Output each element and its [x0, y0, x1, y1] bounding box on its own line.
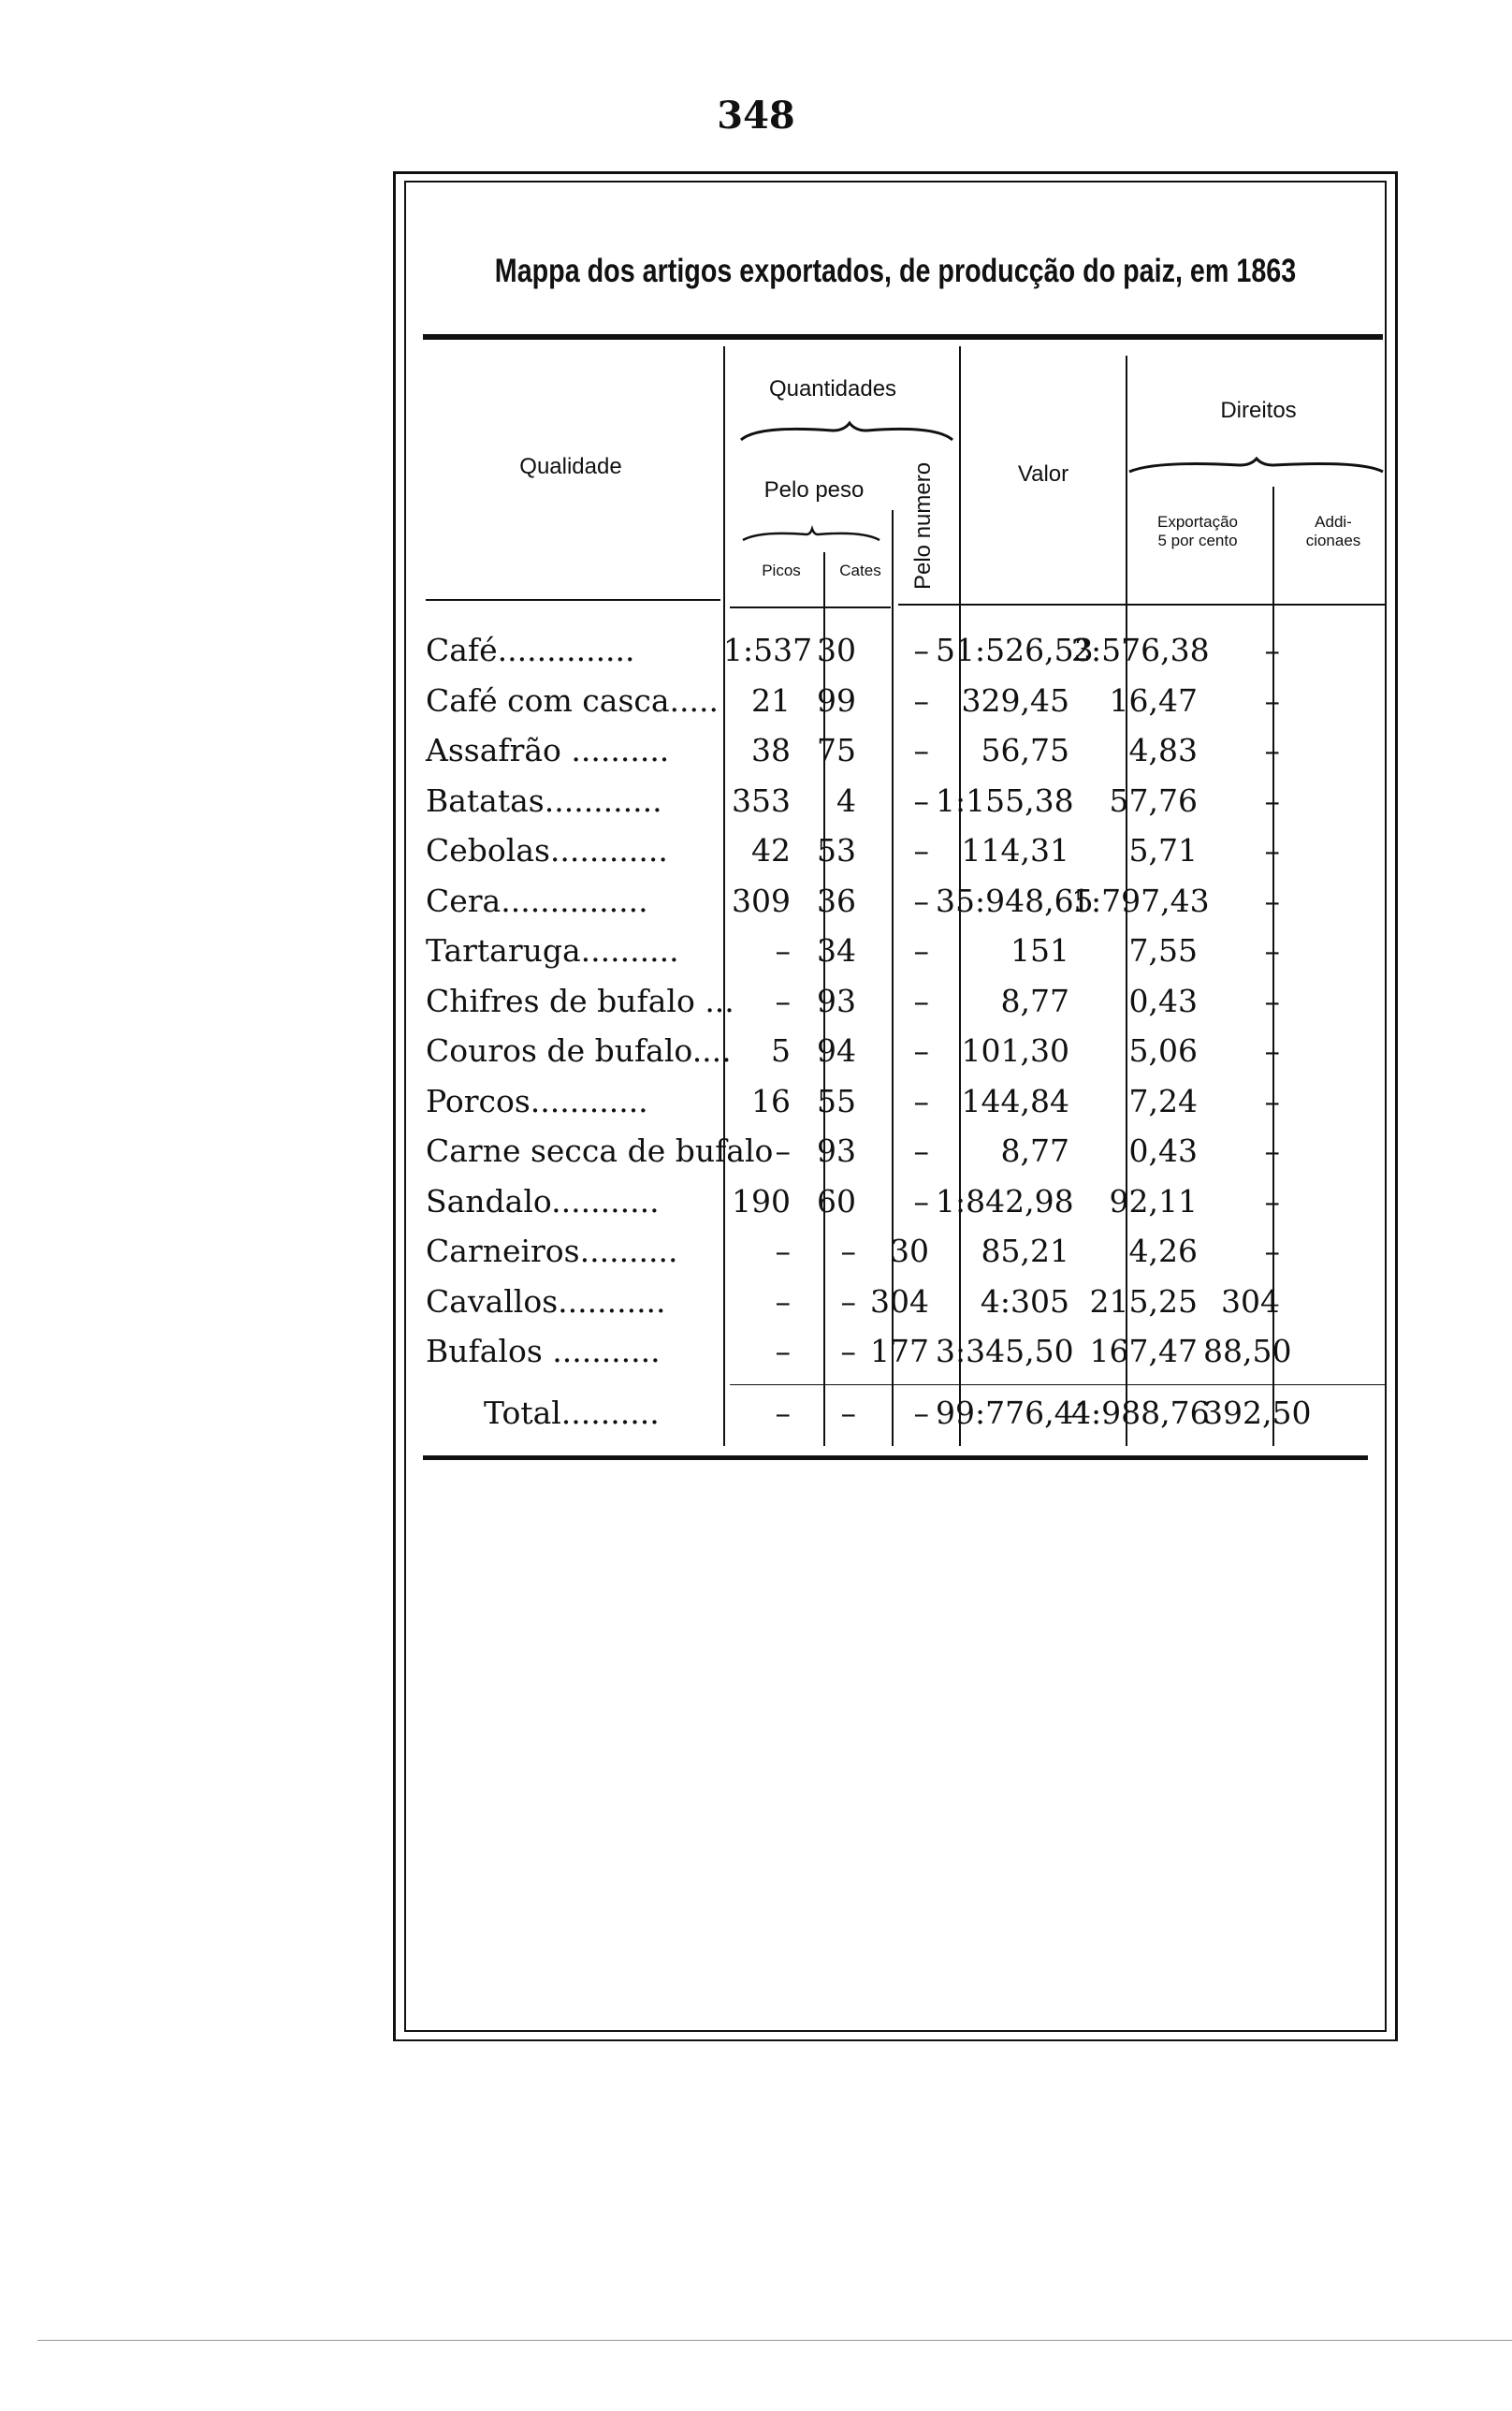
cell-exportacao: 1:797,43: [1071, 882, 1210, 919]
cell-picos: 42: [751, 832, 791, 869]
cell-addicionaes: –: [1264, 832, 1280, 869]
cell-addicionaes: –: [1264, 1032, 1280, 1069]
header-addicionaes: [1282, 513, 1385, 550]
cell-qualidade: Cavallos...........: [426, 1282, 666, 1320]
cell-valor: 56,75: [981, 732, 1069, 768]
cell-qualidade: Sandalo...........: [426, 1182, 660, 1220]
cell-valor: 151: [1010, 932, 1069, 969]
cell-valor: 114,31: [961, 832, 1069, 869]
cell-cates: 55: [817, 1082, 856, 1119]
cell-valor: 8,77: [1000, 1132, 1069, 1169]
header-picos: Picos: [762, 562, 801, 579]
table-bottom-rule: [423, 1455, 1368, 1460]
cell-qualidade: Batatas............: [426, 782, 662, 819]
cell-addicionaes: –: [1264, 1182, 1280, 1220]
total-rule: [730, 1384, 1385, 1385]
table-row: [426, 826, 1389, 875]
table-row: [426, 1076, 1389, 1126]
cell-picos: 353: [732, 782, 791, 819]
table-row: [426, 1226, 1389, 1276]
cell-valor: 85,21: [981, 1233, 1069, 1269]
cell-exportacao: 7,24: [1128, 1082, 1198, 1119]
header-exportacao-line2: 5 por cento: [1157, 532, 1238, 549]
cell-picos: –: [775, 1233, 791, 1269]
total-exportacao: 4:988,76: [1071, 1395, 1210, 1431]
cell-picos: –: [775, 1132, 791, 1169]
cell-cates: 4: [836, 782, 856, 819]
cell-valor: 4:305: [980, 1282, 1069, 1320]
cell-qualidade: Couros de bufalo....: [426, 1032, 732, 1069]
cell-numero: 177: [870, 1333, 929, 1369]
cell-cates: 75: [817, 732, 856, 768]
cell-numero: –: [913, 632, 929, 668]
cell-addicionaes: –: [1264, 982, 1280, 1019]
cell-addicionaes: –: [1264, 732, 1280, 768]
cell-qualidade: Bufalos ...........: [426, 1333, 661, 1369]
cell-numero: –: [913, 882, 929, 919]
cell-cates: –: [840, 1282, 856, 1320]
cell-numero: –: [913, 1032, 929, 1069]
cell-valor: 8,77: [1000, 982, 1069, 1019]
cell-qualidade: Café..............: [426, 632, 635, 668]
table-row: [426, 976, 1389, 1026]
cell-cates: 36: [817, 882, 856, 919]
cell-picos: 21: [751, 681, 791, 719]
cell-addicionaes: –: [1264, 632, 1280, 668]
cell-valor: 1:155,38: [936, 782, 1074, 819]
cell-cates: 53: [817, 832, 856, 869]
cell-exportacao: 167,47: [1089, 1333, 1198, 1369]
cell-addicionaes: –: [1264, 782, 1280, 819]
cell-exportacao: 2:576,38: [1071, 632, 1210, 668]
cell-addicionaes: 88,50: [1203, 1333, 1292, 1369]
title-rule: [423, 334, 1383, 340]
cell-qualidade: Assafrão ..........: [426, 732, 670, 768]
cell-numero: –: [913, 832, 929, 869]
header-rule-picos: [730, 606, 891, 608]
cell-exportacao: 57,76: [1109, 782, 1198, 819]
cell-cates: 99: [817, 681, 856, 719]
header-quantidades: Quantidades: [768, 376, 897, 402]
cell-addicionaes: –: [1264, 932, 1280, 969]
header-addicionaes-line2: cionaes: [1305, 532, 1361, 549]
cell-numero: –: [913, 681, 929, 719]
cell-qualidade: Chifres de bufalo ...: [426, 982, 734, 1019]
header-pelo-peso: Pelo peso: [763, 477, 865, 503]
cell-numero: –: [913, 1082, 929, 1119]
cell-picos: 5: [771, 1032, 791, 1069]
header-addicionaes-line1: Addi-: [1315, 513, 1352, 531]
cell-picos: 309: [732, 882, 791, 919]
cell-valor: 1:842,98: [936, 1182, 1074, 1220]
cell-numero: –: [913, 1182, 929, 1220]
header-rule-right: [898, 604, 1385, 606]
cell-qualidade: Porcos............: [426, 1082, 648, 1119]
table-row: [426, 625, 1389, 675]
total-addicionaes: 392,50: [1203, 1395, 1312, 1431]
cell-picos: –: [775, 982, 791, 1019]
cell-qualidade: Cera...............: [426, 882, 648, 919]
cell-picos: –: [775, 932, 791, 969]
cell-cates: 60: [817, 1182, 856, 1220]
cell-qualidade: Carneiros..........: [426, 1233, 678, 1269]
cell-cates: –: [840, 1333, 856, 1369]
cell-numero: –: [913, 732, 929, 768]
cell-numero: 304: [870, 1282, 929, 1320]
cell-addicionaes: –: [1264, 1233, 1280, 1269]
header-direitos: Direitos: [1220, 398, 1297, 423]
total-row: [426, 1388, 1389, 1438]
cell-qualidade: Tartaruga..........: [426, 932, 679, 969]
cell-cates: 34: [817, 932, 856, 969]
header-qualidade: Qualidade: [519, 454, 622, 479]
cell-qualidade: Carne secca de bufalo: [426, 1132, 774, 1169]
cell-numero: –: [913, 982, 929, 1019]
cell-cates: 30: [817, 632, 856, 668]
cell-valor: 3:345,50: [936, 1333, 1074, 1369]
table-row: [426, 926, 1389, 975]
cell-numero: –: [913, 932, 929, 969]
cell-picos: 38: [751, 732, 791, 768]
cell-addicionaes: 304: [1221, 1282, 1280, 1320]
table-row: [426, 676, 1389, 725]
cell-exportacao: 92,11: [1109, 1182, 1198, 1220]
cell-valor: 51:526,53: [936, 632, 1094, 668]
header-cates: Cates: [839, 562, 881, 579]
total-picos: –: [775, 1395, 791, 1431]
table-row: [426, 1277, 1389, 1326]
cell-addicionaes: –: [1264, 1132, 1280, 1169]
total-cates: –: [840, 1395, 856, 1431]
cell-picos: –: [775, 1282, 791, 1320]
page-number: 348: [717, 94, 795, 138]
cell-valor: 35:948,65: [936, 882, 1094, 919]
header-rule-left: [426, 599, 720, 601]
cell-valor: 144,84: [961, 1082, 1069, 1119]
cell-cates: –: [840, 1233, 856, 1269]
cell-cates: 93: [817, 1132, 856, 1169]
cell-exportacao: 215,25: [1089, 1282, 1198, 1320]
cell-exportacao: 5,06: [1128, 1032, 1198, 1069]
table-row: [426, 1176, 1389, 1226]
cell-addicionaes: –: [1264, 681, 1280, 719]
cell-cates: 93: [817, 982, 856, 1019]
cell-exportacao: 5,71: [1128, 832, 1198, 869]
cell-addicionaes: –: [1264, 1082, 1280, 1119]
header-exportacao: [1123, 513, 1272, 550]
cell-numero: 30: [890, 1233, 929, 1269]
page-bottom-rule: [37, 2340, 1512, 2341]
cell-addicionaes: –: [1264, 882, 1280, 919]
table-row: [426, 876, 1389, 926]
cell-valor: 329,45: [961, 681, 1069, 719]
table-row: [426, 725, 1389, 775]
total-numero: –: [913, 1395, 929, 1431]
table-row: [426, 1326, 1389, 1376]
header-exportacao-line1: Exportação: [1157, 513, 1238, 531]
table-title: Mappa dos artigos exportados, de producção do paiz, em 1863: [494, 253, 1297, 289]
cell-picos: 190: [732, 1182, 791, 1220]
cell-picos: –: [775, 1333, 791, 1369]
cell-exportacao: 4,83: [1128, 732, 1198, 768]
cell-exportacao: 4,26: [1128, 1233, 1198, 1269]
total-valor: 99:776,41: [936, 1395, 1094, 1431]
cell-qualidade: Cebolas............: [426, 832, 668, 869]
quantidades-brace: [739, 421, 954, 444]
cell-numero: –: [913, 1132, 929, 1169]
pelo-peso-brace: [741, 527, 881, 544]
cell-exportacao: 0,43: [1128, 982, 1198, 1019]
cell-valor: 101,30: [961, 1032, 1069, 1069]
table-row: [426, 1126, 1389, 1176]
table-row: [426, 776, 1389, 826]
cell-picos: 1:537: [723, 632, 813, 668]
cell-picos: 16: [751, 1082, 791, 1119]
cell-qualidade: Café com casca.....: [426, 681, 719, 719]
table-row: [426, 1026, 1389, 1075]
total-label: Total..........: [484, 1395, 660, 1431]
header-valor: Valor: [1017, 461, 1069, 487]
cell-exportacao: 7,55: [1128, 932, 1198, 969]
cell-exportacao: 0,43: [1128, 1132, 1198, 1169]
direitos-brace: [1127, 457, 1385, 475]
cell-exportacao: 16,47: [1109, 681, 1198, 719]
cell-numero: –: [913, 782, 929, 819]
cell-cates: 94: [817, 1032, 856, 1069]
